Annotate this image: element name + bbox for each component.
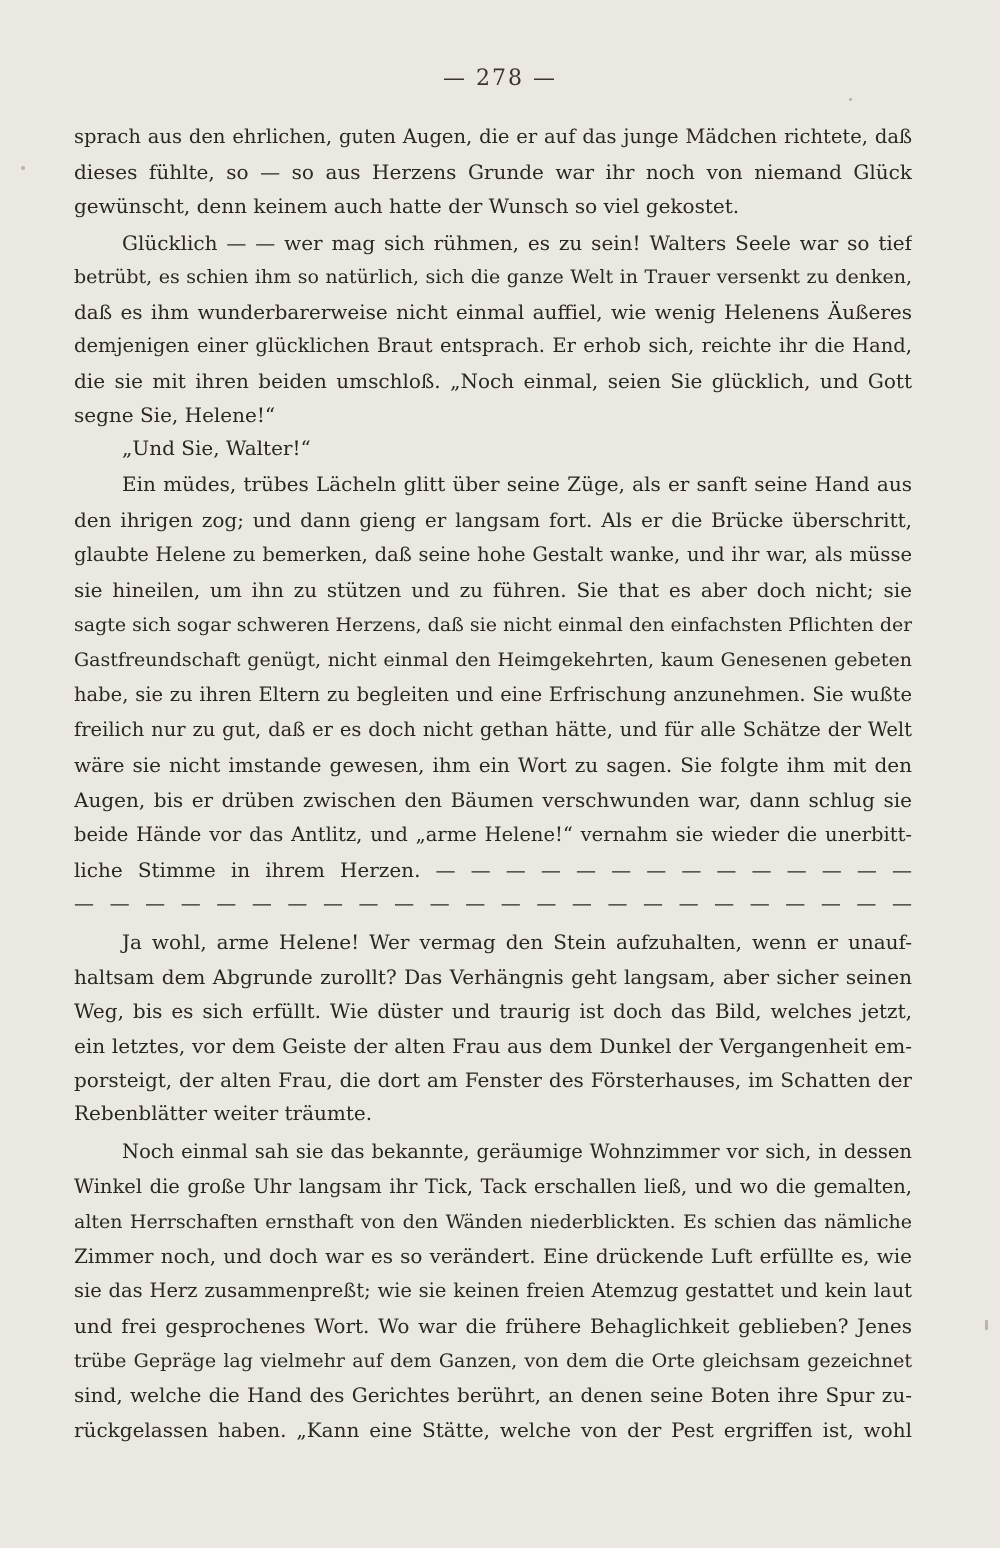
text-line: sprach aus den ehrlichen, guten Augen, die er auf das junge Mädchen richtete, daß bbox=[74, 125, 912, 148]
text-line: glaubte Helene zu bemerken, daß seine hohe Gestalt wanke, und ihr war, als müsse bbox=[74, 543, 912, 566]
text-line: die sie mit ihren beiden umschloß. „Noch einmal, seien Sie glücklich, und Gott bbox=[74, 369, 912, 393]
text-line: porsteigt, der alten Frau, die dort am Fenster des Försterhauses, im Schatten der bbox=[74, 1068, 912, 1092]
text-line: wäre sie nicht imstande gewesen, ihm ein Wort zu sagen. Sie folgte ihm mit den bbox=[74, 753, 912, 777]
page-number: — 278 — bbox=[443, 66, 557, 91]
text-line: rückgelassen haben. „Kann eine Stätte, welche von der Pest ergriffen ist, wohl bbox=[74, 1418, 912, 1442]
text-line: alten Herrschaften ernsthaft von den Wänden niederblickten. Es schien das nämliche bbox=[74, 1211, 912, 1233]
text-line: haltsam dem Abgrunde zurollt? Das Verhängnis geht langsam, aber sicher seinen bbox=[74, 965, 912, 989]
text-line: daß es ihm wunderbarerweise nicht einmal auffiel, wie wenig Helenens Äußeres bbox=[74, 300, 912, 324]
text-line: gewünscht, denn keinem auch hatte der Wunsch so viel gekostet. bbox=[74, 194, 740, 218]
text-line: betrübt, es schien ihm so natürlich, sich die ganze Welt in Trauer versenkt zu denken, bbox=[74, 266, 912, 288]
text-line: ein letztes, vor dem Geiste der alten Frau aus dem Dunkel der Vergangenheit em- bbox=[74, 1034, 912, 1058]
text-line: den ihrigen zog; und dann gieng er langsam fort. Als er die Brücke überschritt, bbox=[74, 508, 912, 532]
text-line: Glücklich — — wer mag sich rühmen, es zu sein! Walters Seele war so tief bbox=[122, 231, 912, 255]
text-line: sagte sich sogar schweren Herzens, daß sie nicht einmal den einfachsten Pflichten der bbox=[74, 614, 912, 636]
text-line: Noch einmal sah sie das bekannte, geräumige Wohnzimmer vor sich, in dessen bbox=[122, 1140, 912, 1163]
text-line: beide Hände vor das Antlitz, und „arme Helene!“ vernahm sie wieder die unerbitt- bbox=[74, 823, 912, 846]
text-line: Weg, bis es sich erfüllt. Wie düster und traurig ist doch das Bild, welches jetzt, bbox=[74, 999, 912, 1023]
text-line: sind, welche die Hand des Gerichtes berührt, an denen seine Boten ihre Spur zu- bbox=[74, 1383, 912, 1407]
text-line: sie hineilen, um ihn zu stützen und zu führen. Sie that es aber doch nicht; sie bbox=[74, 578, 912, 602]
text-line: demjenigen einer glücklichen Braut entsprach. Er erhob sich, reichte ihr die Hand, bbox=[74, 334, 912, 357]
text-line: trübe Gepräge lag vielmehr auf dem Ganzen, von dem die Orte gleichsam gezeichnet bbox=[74, 1350, 912, 1372]
text-line: „Und Sie, Walter!“ bbox=[122, 436, 311, 460]
body-text bbox=[74, 0, 912, 1548]
text-line: Gastfreundschaft genügt, nicht einmal den Heimgekehrten, kaum Genesenen gebeten bbox=[74, 649, 912, 671]
text-line: dieses fühlte, so — so aus Herzens Grunde war ihr noch von niemand Glück bbox=[74, 160, 912, 184]
paper-speck bbox=[985, 1320, 988, 1330]
text-line: Ein müdes, trübes Lächeln glitt über seine Züge, als er sanft seine Hand aus bbox=[122, 472, 912, 496]
text-line: habe, sie zu ihren Eltern zu begleiten und eine Erfrischung anzunehmen. Sie wußte bbox=[74, 683, 912, 706]
text-line: Ja wohl, arme Helene! Wer vermag den Stein aufzuhalten, wenn er unauf- bbox=[122, 930, 912, 954]
text-line: und frei gesprochenes Wort. Wo war die frühere Behaglichkeit geblieben? Jenes bbox=[74, 1314, 912, 1338]
text-line: segne Sie, Helene!“ bbox=[74, 403, 276, 427]
dash-separator-line: — — — — — — — — — — — — — — — — — — — — — — — — bbox=[74, 891, 912, 915]
text-line: sie das Herz zusammenpreßt; wie sie keinen freien Atemzug gestattet und kein laut bbox=[74, 1279, 912, 1302]
text-line: Augen, bis er drüben zwischen den Bäumen verschwunden war, dann schlug sie bbox=[74, 788, 912, 812]
text-line: Winkel die große Uhr langsam ihr Tick, Tack erschallen ließ, und wo die gemalten, bbox=[74, 1175, 912, 1198]
text-line: Rebenblätter weiter träumte. bbox=[74, 1101, 373, 1125]
paper-speck bbox=[21, 166, 25, 170]
text-line: liche Stimme in ihrem Herzen. — — — — — — — — — — — — — — bbox=[74, 858, 912, 882]
text-line: Zimmer noch, und doch war es so verändert. Eine drückende Luft erfüllte es, wie bbox=[74, 1244, 912, 1268]
text-line: freilich nur zu gut, daß er es doch nicht gethan hätte, und für alle Schätze der Welt bbox=[74, 718, 912, 741]
